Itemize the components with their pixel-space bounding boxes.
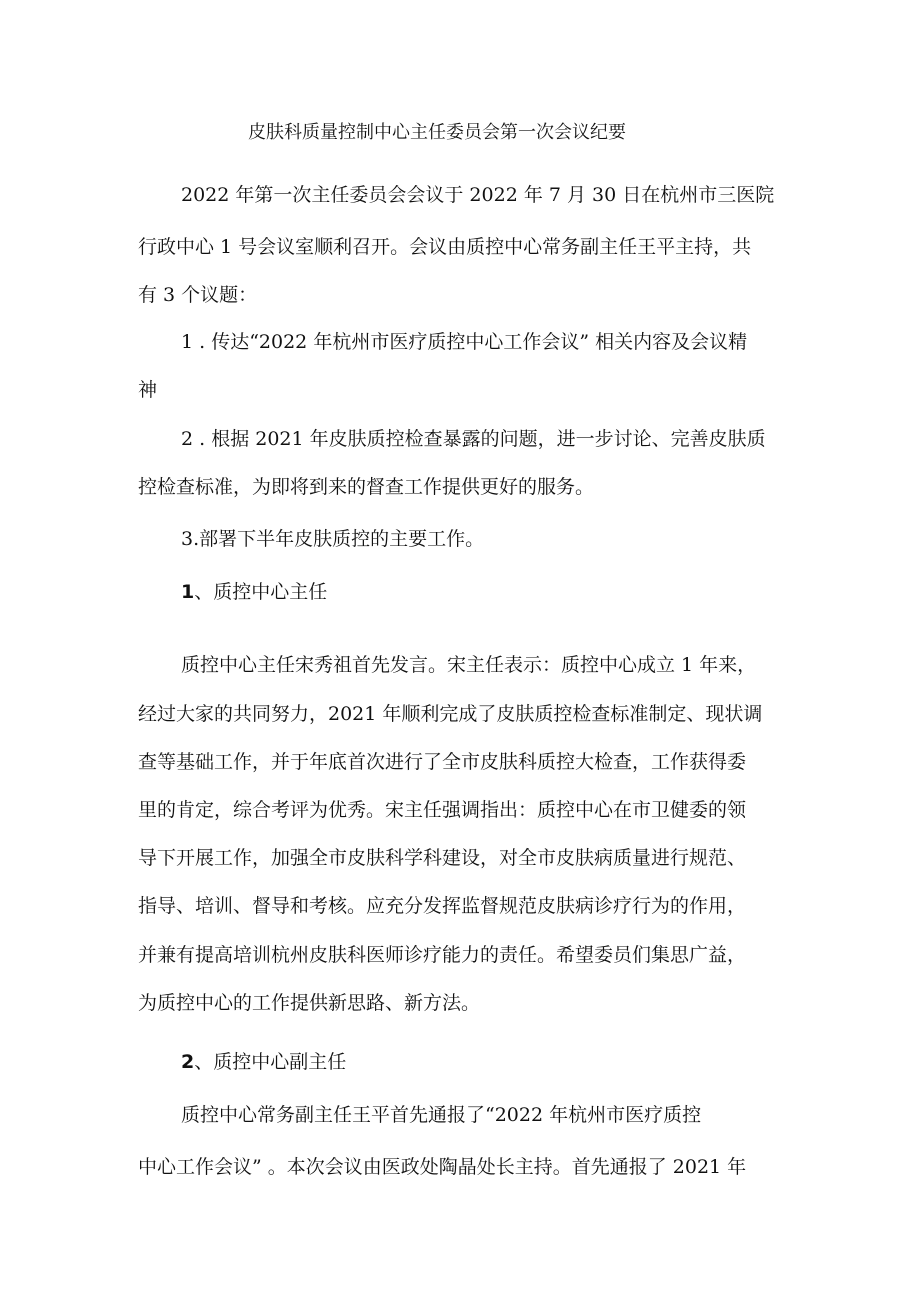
intro-line: 行政中心 1 号会议室顺利召开。会议由质控中心常务副主任王平主持，共 [138,236,752,258]
agenda-item-2: 2 . 根据 2021 年皮肤质控检查暴露的问题，进一步讨论、完善皮肤质 [181,428,766,450]
section1-line: 并兼有提高培训杭州皮肤科医师诊疗能力的责任。希望委员们集思广益， [138,944,747,966]
intro-line: 2022 年第一次主任委员会会议于 2022 年 7 月 30 日在杭州市三医院 [181,184,775,206]
section1-line: 经过大家的共同努力，2021 年顺利完成了皮肤质控检查标准制定、现状调 [138,703,763,725]
section1-line: 为质控中心的工作提供新思路、新方法。 [138,992,481,1014]
section2-line: 质控中心常务副主任王平首先通报了“2022 年杭州市医疗质控 [181,1104,702,1126]
section2-heading-text: 、质控中心副主任 [194,1051,347,1073]
section1-heading-text: 、质控中心主任 [194,581,328,603]
section1-line: 查等基础工作，并于年底首次进行了全市皮肤科质控大检查，工作获得委 [138,751,747,773]
section1-line: 里的肯定，综合考评为优秀。宋主任强调指出：质控中心在市卫健委的领 [138,799,747,821]
agenda-item-1-cont: 神 [138,379,158,401]
section1-heading [181,580,327,604]
section1-line: 导下开展工作，加强全市皮肤科学科建设，对全市皮肤病质量进行规范、 [138,847,747,869]
section1-number: 1 [181,581,195,603]
section1-line: 质控中心主任宋秀祖首先发言。宋主任表示：质控中心成立 1 年来， [181,654,757,676]
section2-heading [181,1050,346,1074]
section1-line: 指导、培训、督导和考核。应充分发挥监督规范皮肤病诊疗行为的作用， [138,895,747,917]
section2-number: 2 [181,1051,195,1073]
agenda-item-3: 3.部署下半年皮肤质控的主要工作。 [181,528,485,550]
agenda-item-2-cont: 控检查标准，为即将到来的督查工作提供更好的服务。 [138,476,595,498]
intro-line: 有 3 个议题： [138,284,258,306]
agenda-item-1: 1 . 传达“2022 年杭州市医疗质控中心工作会议” 相关内容及会议精 [181,331,748,353]
document-title: 皮肤科质量控制中心主任委员会第一次会议纪要 [248,122,626,143]
section2-line: 中心工作会议” 。本次会议由医政处陶晶处长主持。首先通报了 2021 年 [138,1156,747,1178]
